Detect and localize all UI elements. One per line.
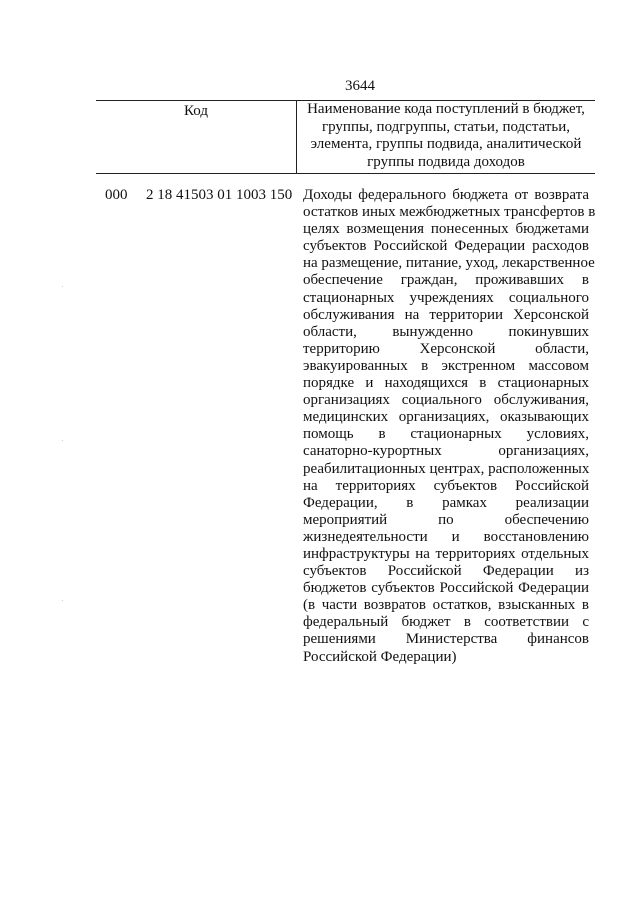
description-line: субъектов Российской Федерации из — [303, 563, 589, 580]
column-header-name-line: группы подвида доходов — [367, 153, 525, 170]
description-line: стационарных учреждениях социального — [303, 289, 589, 306]
column-header-name — [300, 101, 592, 171]
column-header-name-line: элемента, группы подвида, аналитической — [310, 136, 582, 152]
description-line: медицинских организациях, оказывающих — [303, 409, 589, 426]
description-line: обеспечение граждан, проживавших в — [303, 272, 589, 289]
description-line: мероприятий по обеспечению — [303, 511, 589, 528]
description-line: территорию Херсонской области, — [303, 340, 589, 357]
income-description — [303, 187, 596, 666]
table-header-divider — [296, 100, 297, 173]
description-line: порядке и находящихся в стационарных — [303, 375, 589, 392]
description-line: решениями Министерства финансов — [303, 631, 589, 648]
administrator-code: 000 — [105, 187, 128, 203]
description-line: бюджетов субъектов Российской Федерации — [303, 580, 589, 597]
scan-margin-mark — [62, 600, 63, 601]
description-line: обслуживания на территории Херсонской — [303, 306, 589, 323]
description-line: субъектов Российской Федерации расходов — [303, 238, 589, 255]
column-header-name-line: группы, подгруппы, статьи, подстатьи, — [321, 118, 571, 135]
description-line: Доходы федерального бюджета от возврата — [303, 187, 589, 203]
description-line: жизнедеятельности и восстановлению — [303, 528, 589, 545]
description-line: инфраструктуры на территориях отдельных — [303, 545, 589, 562]
description-line: федеральный бюджет в соответствии с — [303, 614, 589, 631]
description-line: (в части возвратов остатков, взысканных в — [303, 597, 589, 614]
description-line: целях возмещения понесенных бюджетами — [303, 221, 589, 238]
description-line: организациях социального обслуживания, — [303, 392, 589, 409]
scan-margin-mark — [62, 440, 63, 441]
description-line: реабилитационных центрах, расположенных — [303, 460, 590, 477]
description-line: области, вынужденно покинувших — [303, 323, 589, 340]
description-line: Российской Федерации) — [303, 648, 457, 665]
description-line: помощь в стационарных условиях, — [303, 426, 589, 443]
budget-classification-code: 2 18 41503 01 1003 150 — [146, 187, 293, 203]
description-line: эвакуированных в экстренном массовом — [303, 357, 589, 374]
description-line: Федерации, в рамках реализации — [303, 494, 589, 511]
description-line: остатков иных межбюджетных трансфертов в — [303, 204, 596, 221]
scan-margin-mark — [62, 286, 63, 287]
column-header-name-line: Наименование кода поступлений в бюджет, — [307, 101, 585, 117]
column-header-code: Код — [184, 103, 208, 119]
description-line: санаторно-курортных организациях, — [303, 443, 589, 460]
description-line: на размещение, питание, уход, лекарственное — [303, 255, 595, 272]
page-number: 3644 — [345, 78, 375, 94]
description-line: на территориях субъектов Российской — [303, 477, 589, 494]
